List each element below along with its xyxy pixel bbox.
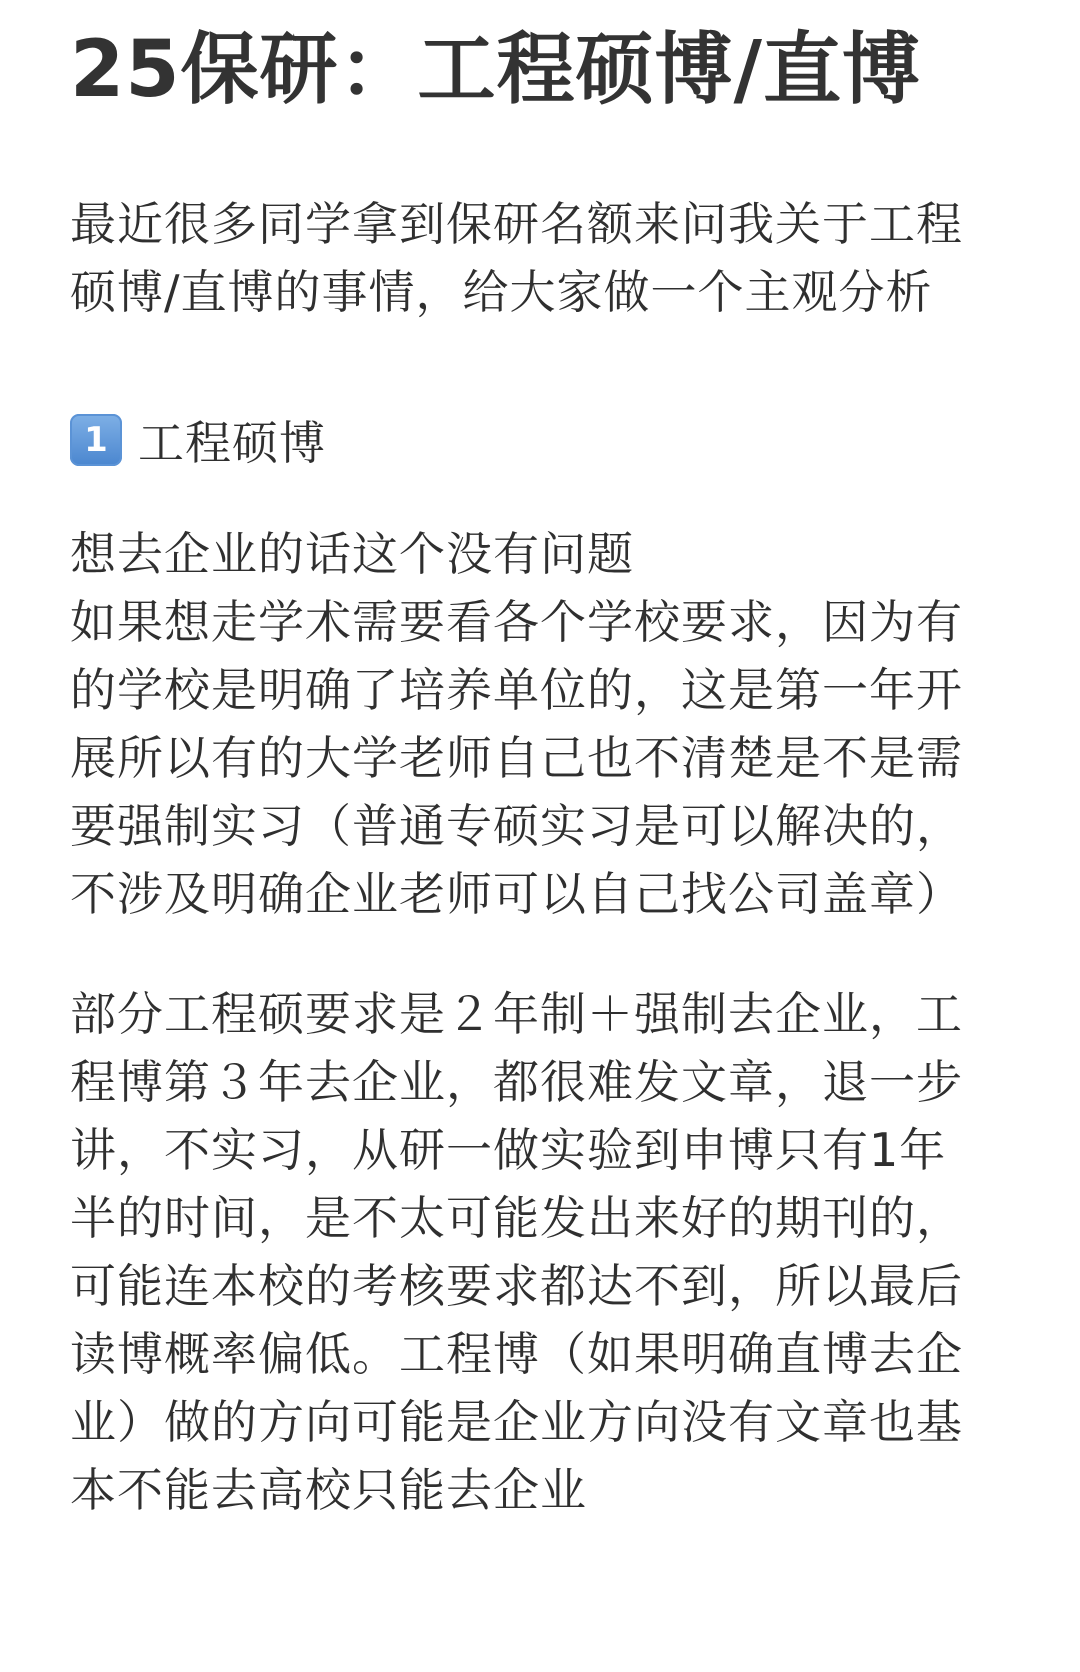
paragraph-line: 半的时间，是不太可能发出来好的期刊的，	[70, 1191, 963, 1245]
paragraph-line: 不涉及明确企业老师可以自己找公司盖章）	[70, 867, 963, 921]
section-heading-1	[70, 410, 326, 470]
page-title: 25保研：工程硕博/直博	[70, 25, 922, 115]
paragraph-2	[70, 980, 1010, 1524]
paragraph-line: 本不能去高校只能去企业	[70, 1463, 587, 1517]
paragraph-line: 程博第３年去企业，都很难发文章，退一步	[70, 1055, 963, 1109]
paragraph-line: 想去企业的话这个没有问题	[70, 527, 634, 581]
section-heading-text: 工程硕博	[138, 416, 326, 470]
paragraph-line: 讲，不实习，从研一做实验到申博只有1年	[70, 1123, 947, 1177]
paragraph-line: 业）做的方向可能是企业方向没有文章也基	[70, 1395, 963, 1449]
paragraph-line: 的学校是明确了培养单位的，这是第一年开	[70, 663, 963, 717]
paragraph-line: 读博概率偏低。工程博（如果明确直博去企	[70, 1327, 963, 1381]
paragraph-line: 展所以有的大学老师自己也不清楚是不是需	[70, 731, 963, 785]
paragraph-line: 要强制实习（普通专硕实习是可以解决的，	[70, 799, 963, 853]
paragraph-line: 可能连本校的考核要求都达不到，所以最后	[70, 1259, 963, 1313]
intro-line: 最近很多同学拿到保研名额来问我关于工程	[70, 197, 963, 251]
keycap-one-icon: 1	[70, 414, 122, 466]
paragraph-1	[70, 520, 1010, 928]
intro-line: 硕博/直博的事情，给大家做一个主观分析	[70, 265, 933, 319]
paragraph-line: 如果想走学术需要看各个学校要求，因为有	[70, 595, 963, 649]
paragraph-line: 部分工程硕要求是２年制＋强制去企业，工	[70, 987, 963, 1041]
intro-paragraph	[70, 190, 1010, 326]
